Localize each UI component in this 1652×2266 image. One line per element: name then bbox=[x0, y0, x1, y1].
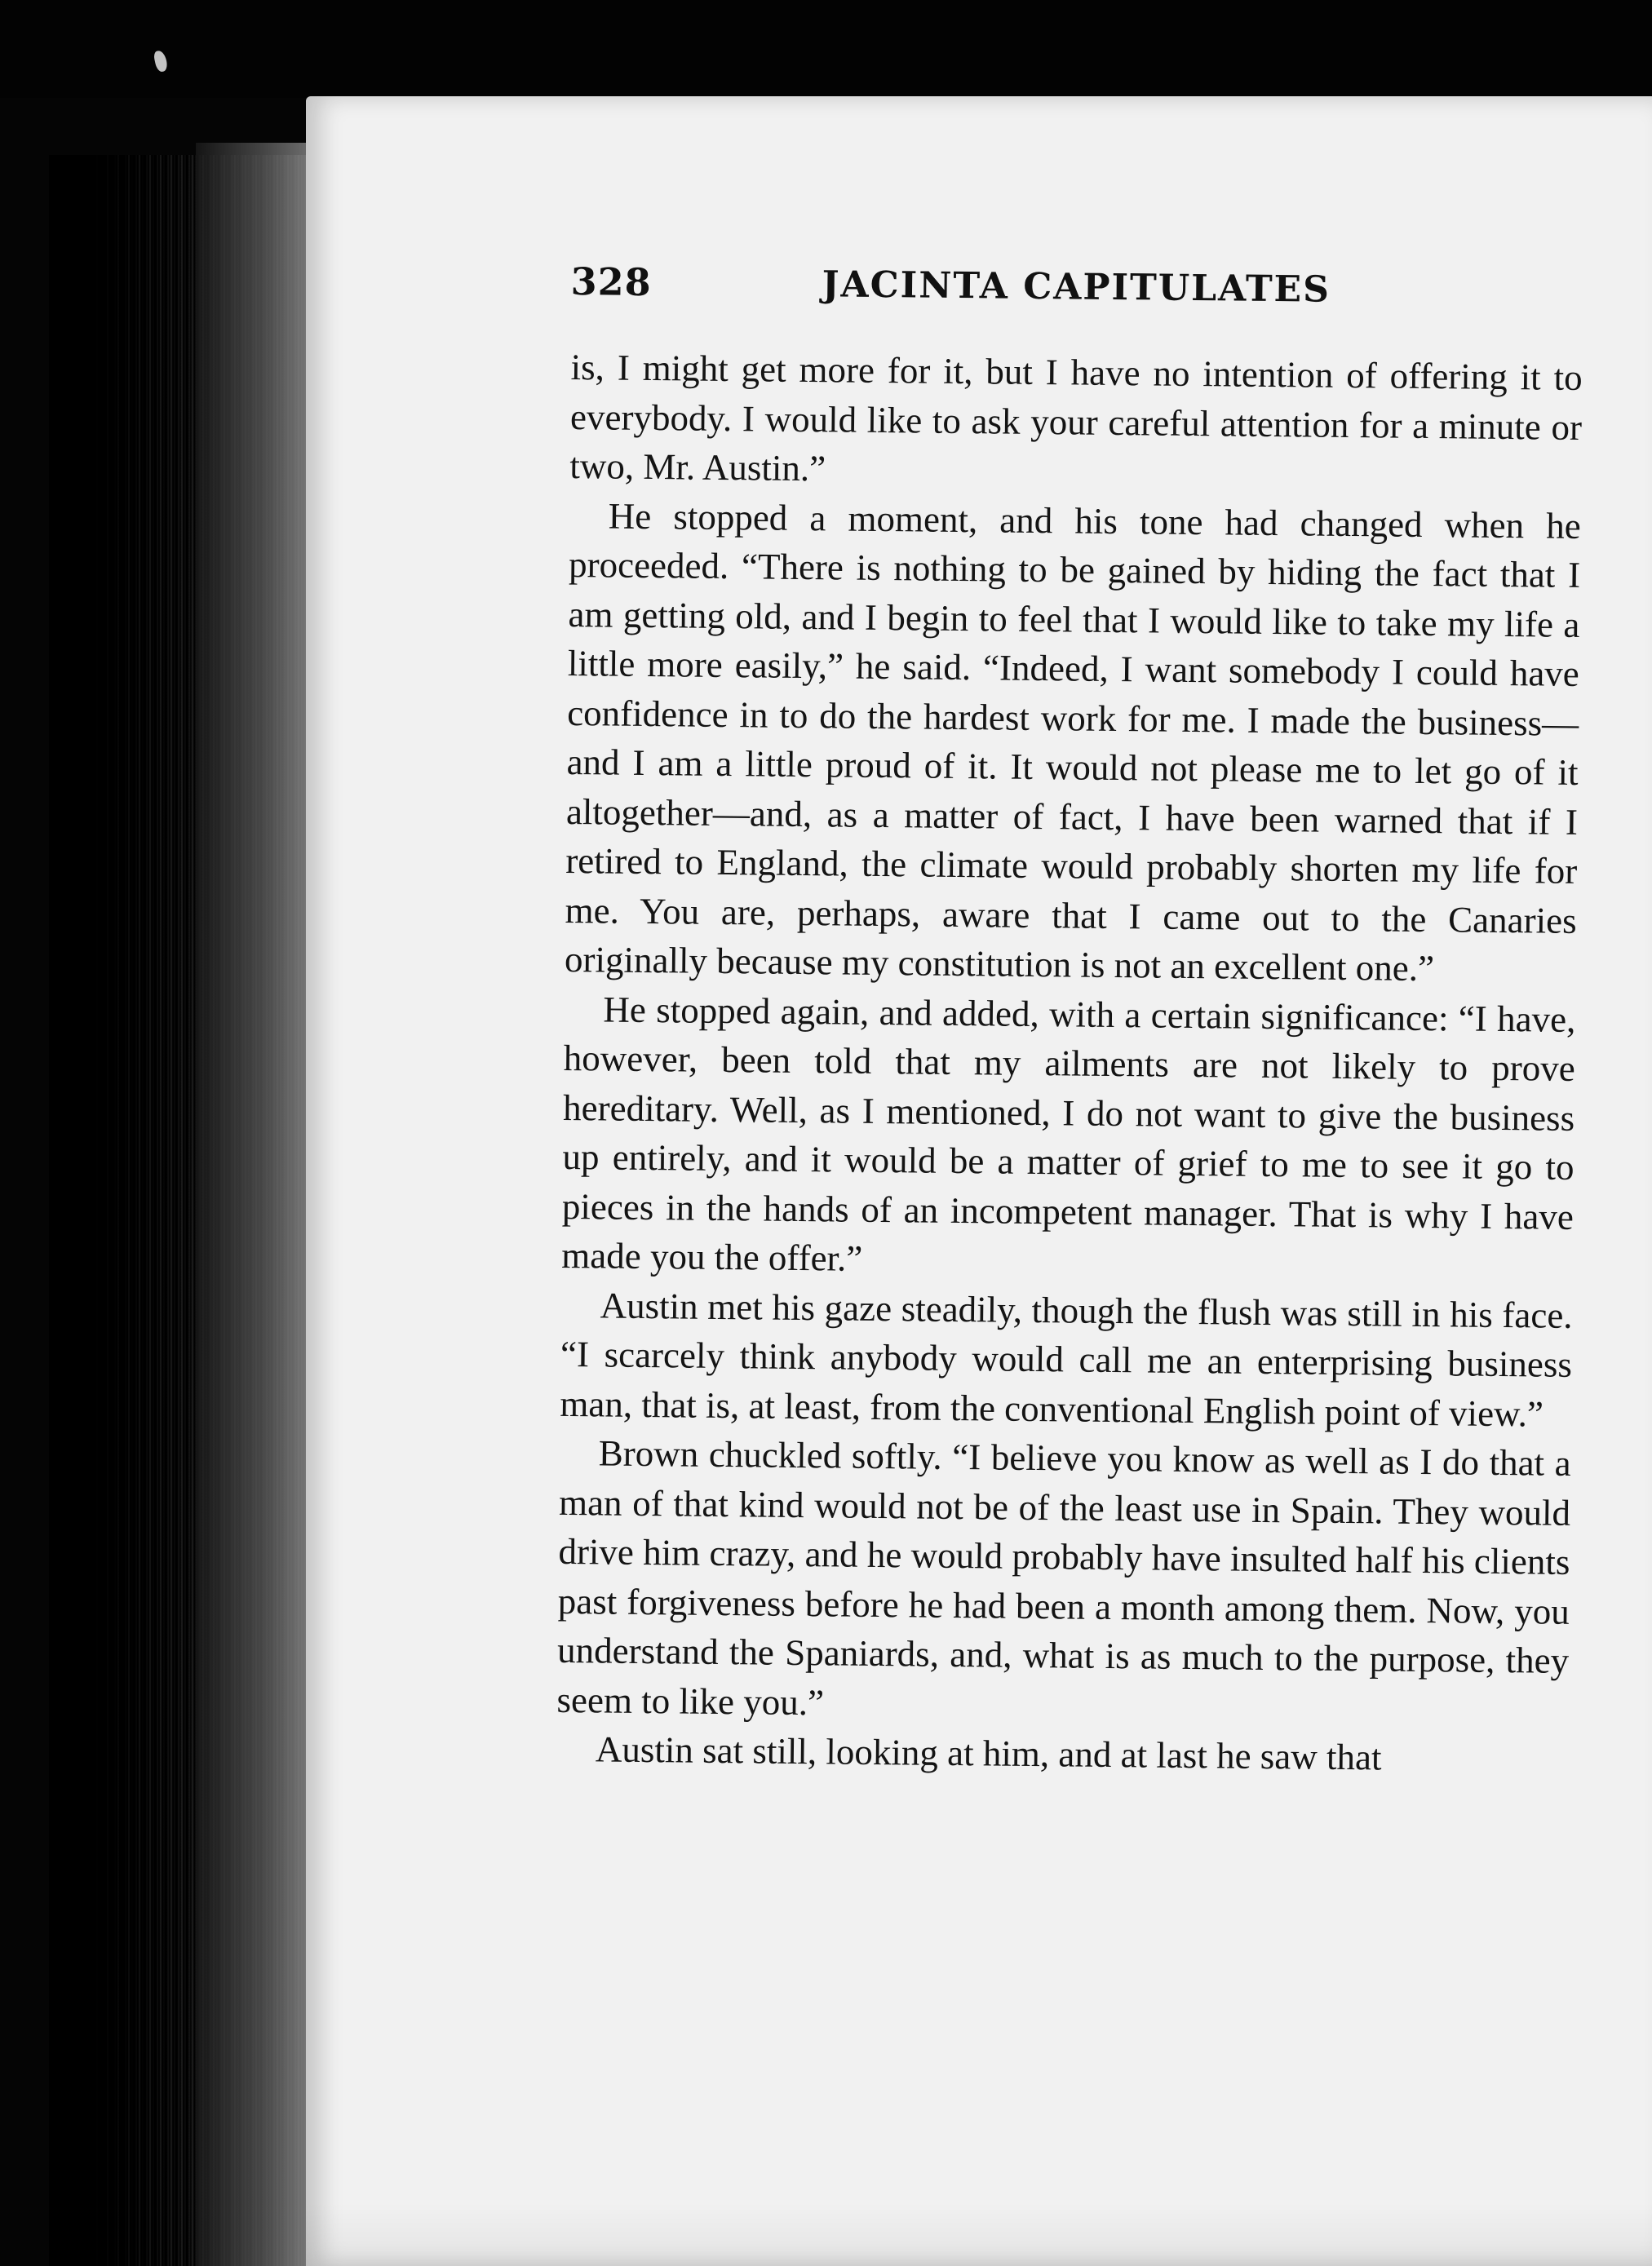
paragraph-1: is, I might get more for it, but I have no intention of offering it to everybody. I would like to ask your careful attention for a minute or two, Mr. Austin.” bbox=[569, 346, 1583, 489]
page-gutter-shadow bbox=[196, 143, 318, 2266]
paragraph-5: Brown chuckled softly. “I believe you know as well as I do that a man of that kind would not be of the least use in Spain. They would drive him crazy, and he would probably have insulted half his clients past forgiveness before he had been a month among them. Now, you understand the Spaniards, and, what is as much to the purpose, they seem to like you.” bbox=[556, 1432, 1571, 1723]
page-header bbox=[570, 259, 1387, 333]
page-bottom-shade bbox=[306, 2202, 1652, 2266]
running-head: JACINTA CAPITULATES bbox=[822, 263, 1331, 311]
paragraph-6: Austin sat still, looking at him, and at last he saw that bbox=[595, 1728, 1382, 1778]
body-text bbox=[556, 343, 1583, 1784]
paragraph-4: Austin met his gaze steadily, though the flush was still in his face. “I scarcely think anybody would call me an enterprising business man, that is, at least, from the conventional English point of view.” bbox=[560, 1284, 1573, 1435]
page-number: 328 bbox=[570, 259, 653, 305]
paragraph-3: He stopped again, and added, with a certain significance: “I have, however, been told that my ailments are not likely to prove hereditary. Well, as I mentioned, I do not want to give the business up entirely, and it would be a matter of grief to me to see it go to pieces in the hands of an incompetent manager. That is why I have made you the offer.” bbox=[561, 988, 1576, 1279]
scan-background-top bbox=[0, 0, 1652, 98]
paragraph-2: He stopped a moment, and his tone had changed when he proceeded. “There is nothing to be gained by hiding the fact that I am getting old, and I begin to feel that I would like to take my life a little more easily,” he said. “Indeed, I want somebody I could have confidence in to do the hardest work for me. I made the business—and I am a little proud of it. It would not please me to let go of it altogether—and, as a matter of fact, I have been warned that if I retired to England, the climate would probably shorten my life for me. You are, perhaps, aware that I came out to the Canaries originally because my constitution is not an excellent one.” bbox=[564, 494, 1581, 989]
